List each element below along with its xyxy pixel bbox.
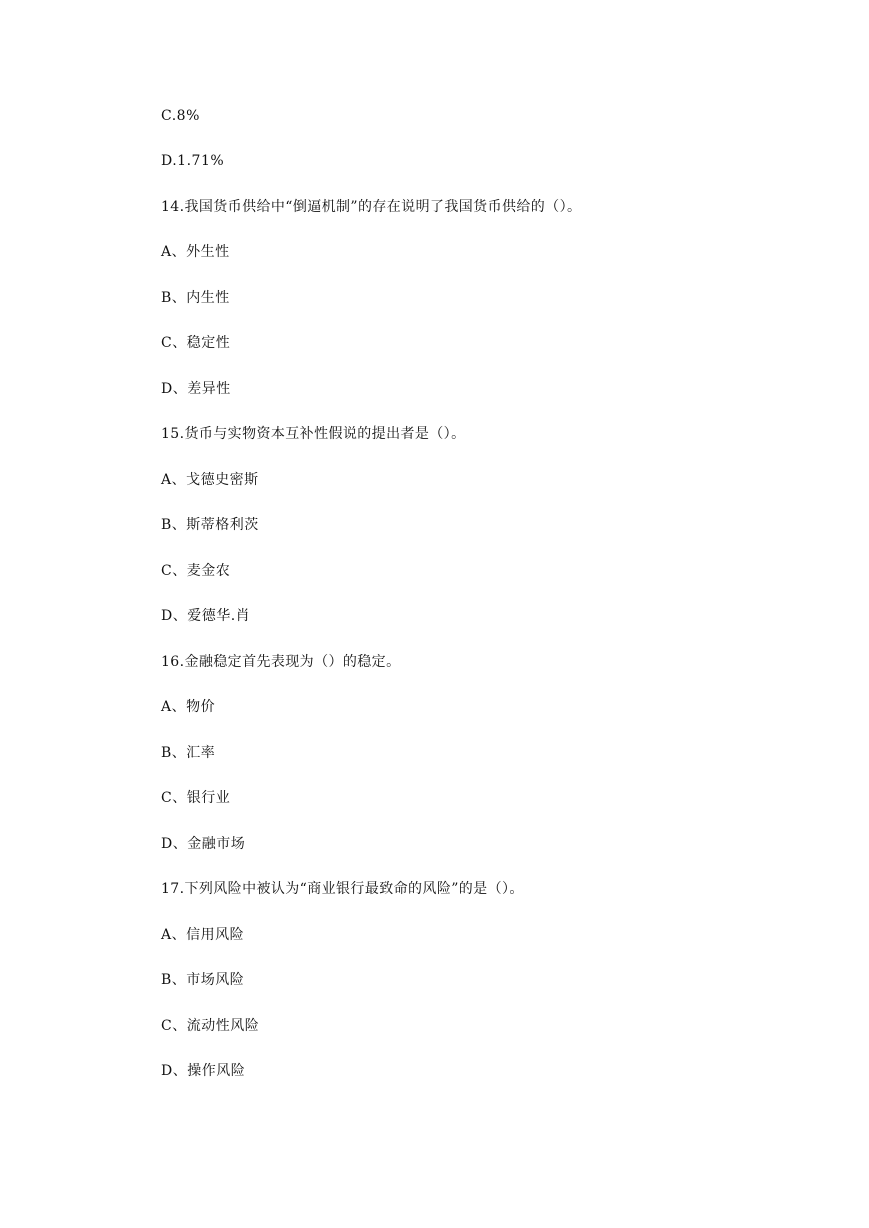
q14-option-b: B、内生性 xyxy=(161,290,230,306)
q16-option-c: C、银行业 xyxy=(161,790,231,806)
question-17: 17.下列风险中被认为“商业银行最致命的风险”的是（）。 xyxy=(161,881,524,897)
option-d-1-71-percent: D.1.71% xyxy=(161,153,225,169)
option-c-8-percent: C.8% xyxy=(161,108,200,124)
q17-option-c: C、流动性风险 xyxy=(161,1018,260,1034)
question-15: 15.货币与实物资本互补性假说的提出者是（）。 xyxy=(161,426,466,442)
q15-option-d: D、爱德华.肖 xyxy=(161,608,251,624)
q16-option-a: A、物价 xyxy=(161,699,216,715)
q14-option-c: C、稳定性 xyxy=(161,335,231,351)
q15-option-c: C、麦金农 xyxy=(161,563,231,579)
question-16: 16.金融稳定首先表现为（）的稳定。 xyxy=(161,654,401,670)
q17-option-b: B、市场风险 xyxy=(161,972,245,988)
q15-option-a: A、戈德史密斯 xyxy=(161,472,259,488)
q15-option-b: B、斯蒂格利茨 xyxy=(161,517,259,533)
q14-option-d: D、差异性 xyxy=(161,381,231,397)
q17-option-a: A、信用风险 xyxy=(161,927,245,943)
q16-option-b: B、汇率 xyxy=(161,745,216,761)
q16-option-d: D、金融市场 xyxy=(161,836,246,852)
question-14: 14.我国货币供给中“倒逼机制”的存在说明了我国货币供给的（）。 xyxy=(161,199,582,215)
q14-option-a: A、外生性 xyxy=(161,244,230,260)
q17-option-d: D、操作风险 xyxy=(161,1063,246,1079)
